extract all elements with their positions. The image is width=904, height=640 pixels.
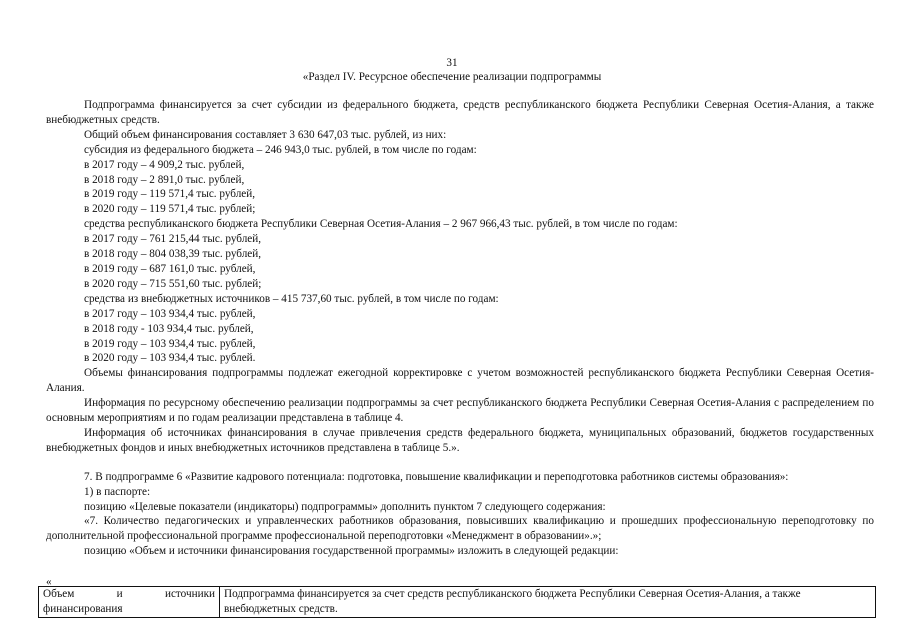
list-item: в 2018 году – 2 891,0 тыс. рублей, bbox=[84, 173, 245, 186]
paragraph: позицию «Объем и источники финансирования государственной программы» изложить в следующей редакции: bbox=[84, 545, 619, 558]
list-item: в 2018 году – 804 038,39 тыс. рублей, bbox=[84, 248, 262, 261]
opening-quote-mark: « bbox=[46, 576, 52, 588]
list-item: в 2020 году – 119 571,4 тыс. рублей; bbox=[84, 203, 256, 216]
paragraph: средства из внебюджетных источников – 415 737,60 тыс. рублей, в том числе по годам: bbox=[84, 292, 499, 305]
paragraph: средства республиканского бюджета Республики Северная Осетия-Алания – 2 967 966,43 тыс. рублей, в том числе по годам: bbox=[84, 218, 678, 231]
list-item: в 2019 году – 687 161,0 тыс. рублей, bbox=[84, 262, 256, 275]
paragraph: Общий объем финансирования составляет 3 630 647,03 тыс. рублей, из них: bbox=[84, 128, 447, 141]
paragraph: 7. В подпрограмме 6 «Развитие кадрового потенциала: подготовка, повышение квалификации и переподготовка работников системы образования»: bbox=[84, 470, 789, 483]
table-cell-text: Подпрограмма финансируется за счет средств республиканского бюджета Республики Северная Осетия-Алания, а также внебюджетных средств. bbox=[220, 587, 876, 618]
paragraph: Подпрограмма финансируется за счет субсидии из федерального бюджета, средств республиканского бюджета Республики Северная Осетия-Алания, а также внебюджетных средств. bbox=[46, 99, 874, 126]
paragraph: Объемы финансирования подпрограммы подлежат ежегодной корректировке с учетом возможностей республиканского бюджета Республики Северная Осетия-Алания. bbox=[46, 367, 874, 395]
passport-table bbox=[38, 586, 876, 618]
page-number: 31 bbox=[446, 57, 458, 69]
list-item: в 2017 году – 4 909,2 тыс. рублей, bbox=[84, 158, 245, 171]
paragraph: Информация об источниках финансирования в случае привлечения средств федерального бюджета, муниципальных образований, бюджетов государственных внебюджетных фондов и иных внебюджетных источников представлена в таблице 5.». bbox=[46, 426, 874, 454]
document-body bbox=[46, 98, 874, 559]
list-item: в 2019 году – 103 934,4 тыс. рублей, bbox=[84, 337, 256, 350]
paragraph: субсидия из федерального бюджета – 246 943,0 тыс. рублей, в том числе по годам: bbox=[84, 143, 477, 156]
paragraph: позицию «Целевые показатели (индикаторы) подпрограммы» дополнить пунктом 7 следующего содержания: bbox=[84, 500, 606, 513]
list-item: в 2019 году – 119 571,4 тыс. рублей, bbox=[84, 188, 256, 201]
list-item: в 2020 году – 715 551,60 тыс. рублей; bbox=[84, 277, 262, 290]
table-row bbox=[39, 587, 876, 618]
section-title: «Раздел IV. Ресурсное обеспечение реализации подпрограммы bbox=[302, 71, 602, 83]
list-item: в 2018 году - 103 934,4 тыс. рублей, bbox=[84, 322, 254, 335]
paragraph-gap bbox=[46, 456, 874, 470]
paragraph: «7. Количество педагогических и управленческих работников образования, повысивших квалификацию и прошедших профессиональную переподготовку по дополнительной профессиональной программе профессиональной переподготовки «Менеджмент в образовании».»; bbox=[46, 515, 874, 543]
list-item: в 2020 году – 103 934,4 тыс. рублей. bbox=[84, 352, 256, 365]
table-cell-label: Объем и источники финансирования bbox=[39, 587, 220, 618]
paragraph: 1) в паспорте: bbox=[84, 485, 151, 498]
list-item: в 2017 году – 103 934,4 тыс. рублей, bbox=[84, 307, 256, 320]
list-item: в 2017 году – 761 215,44 тыс. рублей, bbox=[84, 233, 262, 246]
paragraph: Информация по ресурсному обеспечению реализации подпрограммы за счет республиканского бюджета Республики Северная Осетия-Алания с распределением по основным мероприятиям и по годам реализации представлена в таблице 4. bbox=[46, 397, 874, 425]
